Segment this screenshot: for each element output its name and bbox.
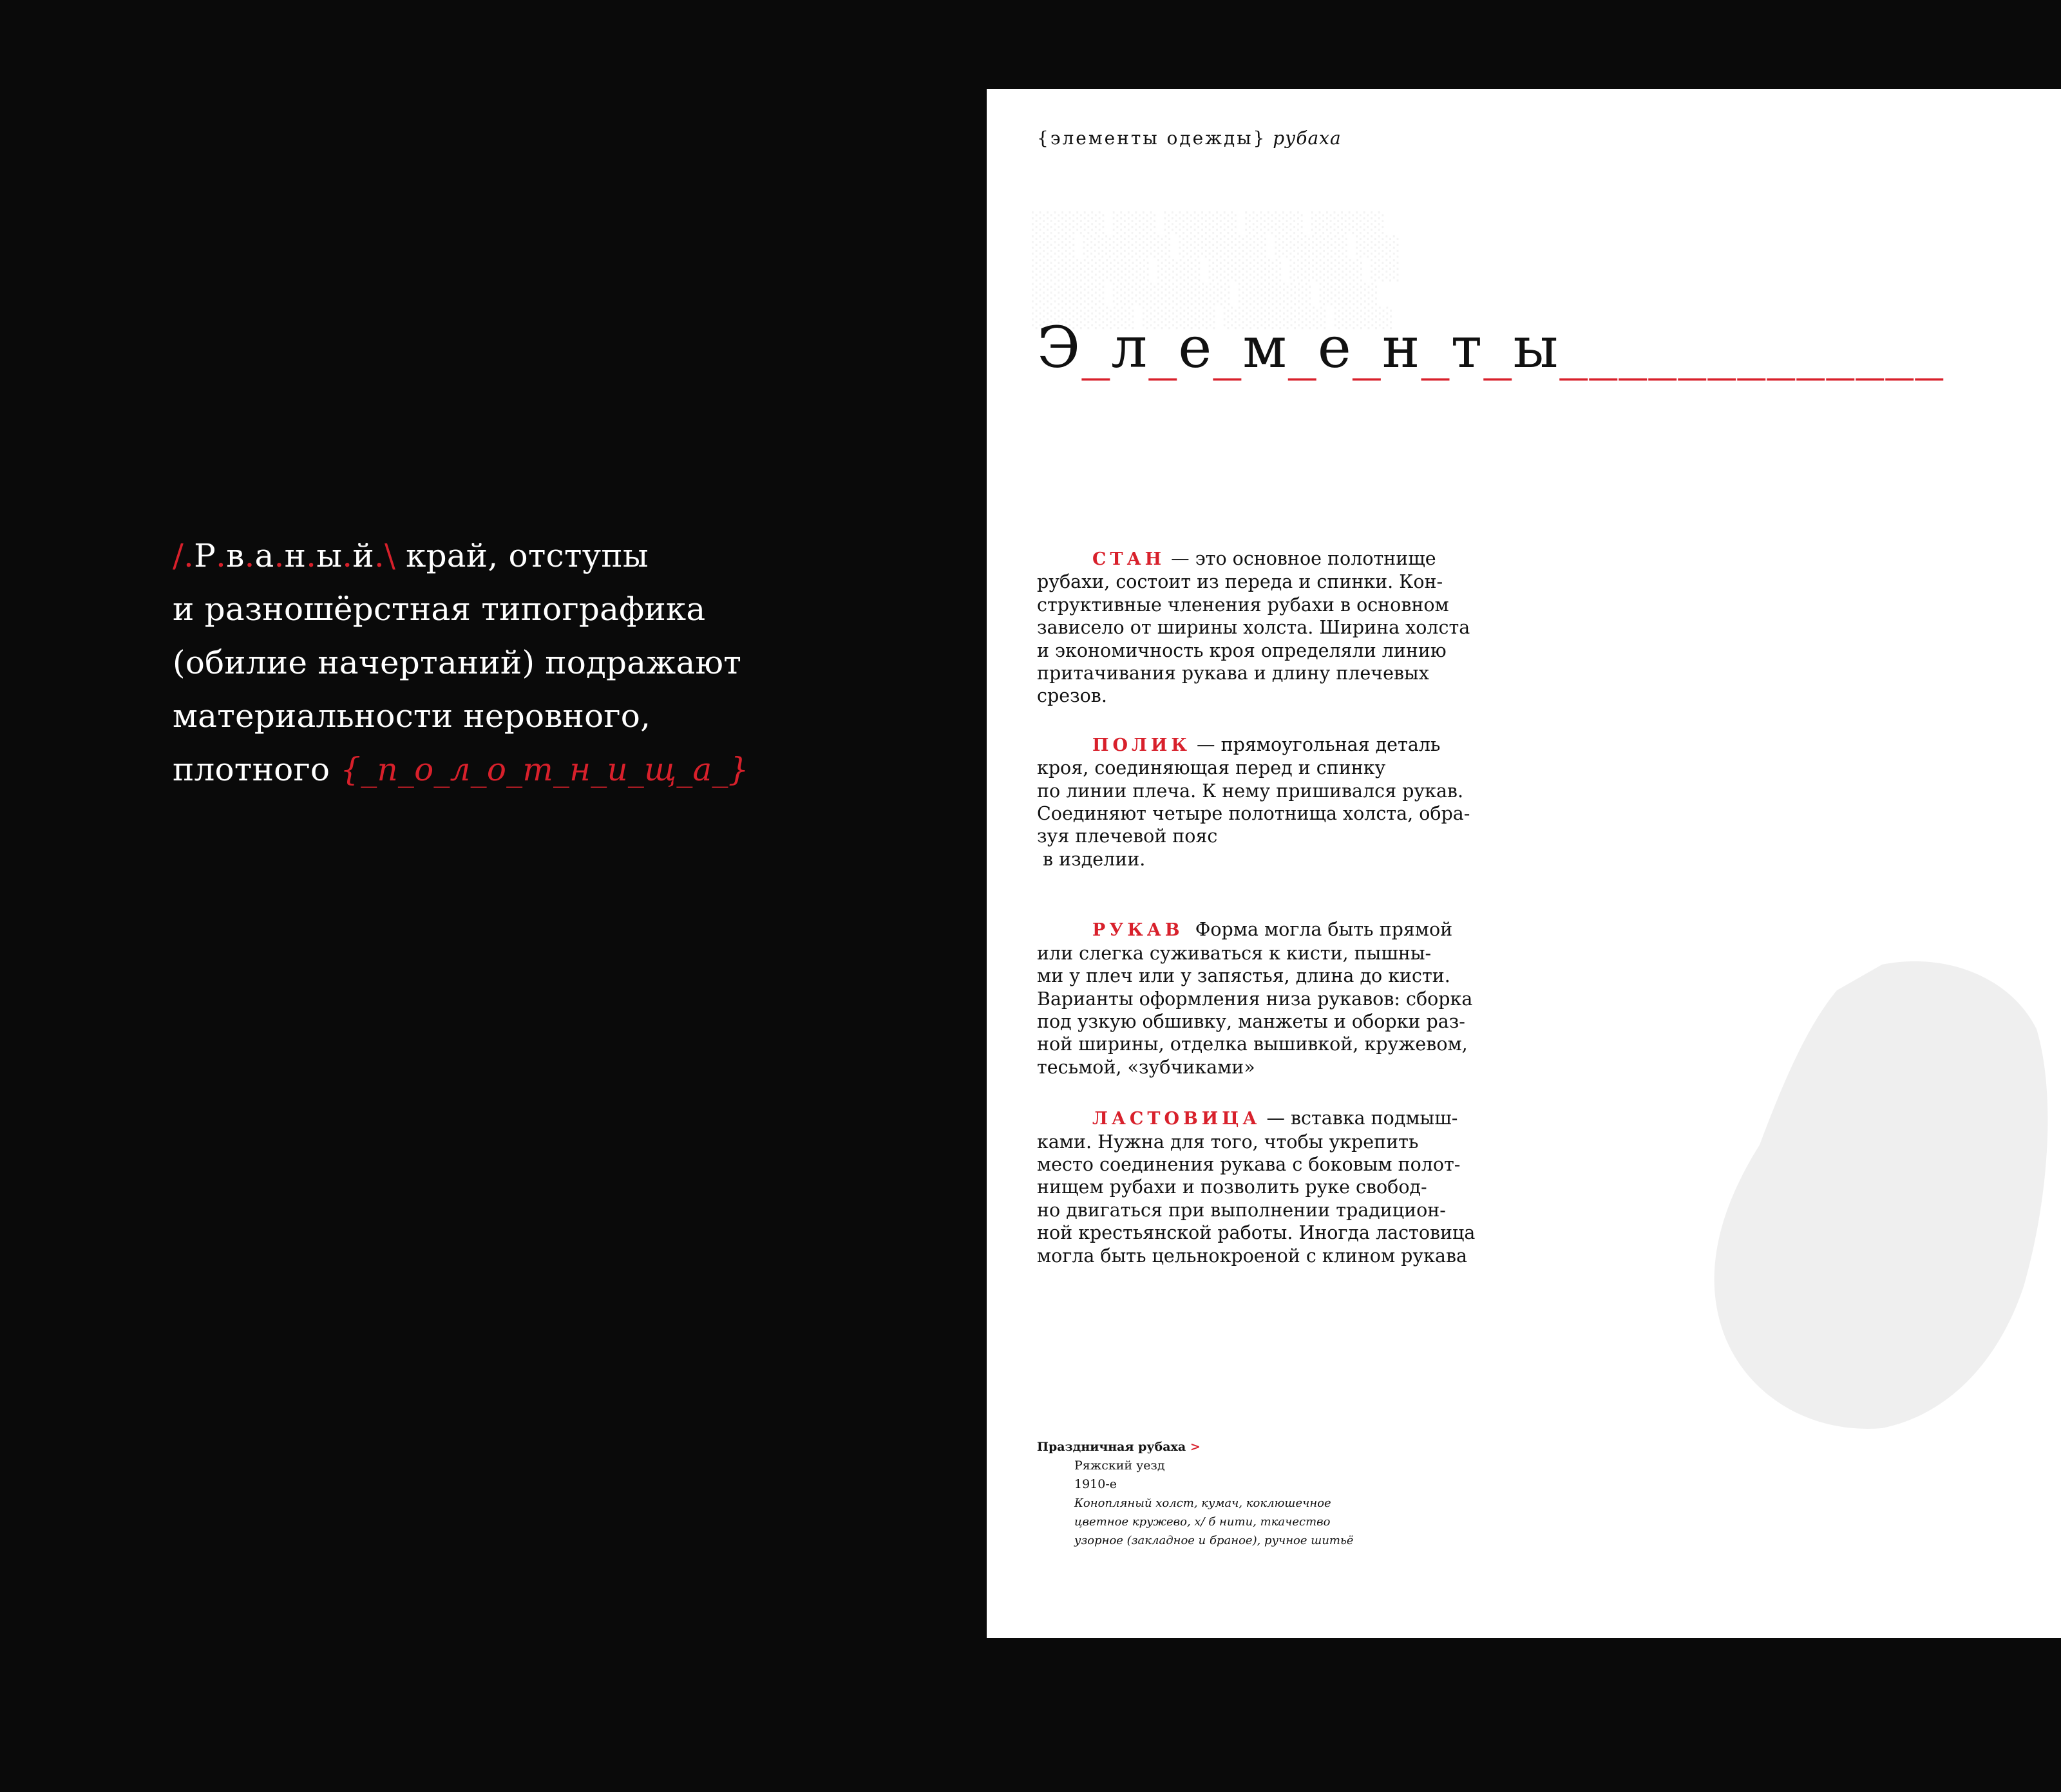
intro-line-4: материальности неровного, <box>173 697 651 735</box>
caption-date: 1910-е <box>1074 1477 1117 1491</box>
title-letter: т <box>1450 314 1484 381</box>
title-underline-tail: _____________ <box>1559 314 1945 381</box>
intro-line-5 <box>173 743 945 797</box>
term-rukav: РУКАВ <box>1092 920 1184 941</box>
page-spread <box>987 89 2061 1638</box>
page-header <box>1037 127 1342 149</box>
intro-line-3: (обилие начертаний) подражают <box>173 644 742 681</box>
intro-letter: а <box>254 537 274 574</box>
slash-close: \ <box>384 537 396 574</box>
intro-line-1-rest: край, отступы <box>395 537 649 574</box>
intro-line-1: /.Р.в.а.н.ы.й.\ край, отступы <box>173 537 649 574</box>
caption-place: Ряжский уезд <box>1074 1458 1165 1473</box>
term-lastovitsa: ЛАСТОВИЦА <box>1092 1109 1261 1129</box>
caption-arrow: > <box>1190 1440 1201 1454</box>
shirt-illustration <box>1611 926 2061 1441</box>
intro-letter: н <box>284 537 307 574</box>
header-topic: рубаха <box>1266 127 1342 149</box>
title-letter: ы <box>1513 314 1560 381</box>
article-body <box>1037 547 1488 1293</box>
image-caption <box>1037 1438 1353 1550</box>
caption-materials: узорное (закладное и браное), ручное шитьё <box>1074 1534 1354 1547</box>
intro-accent-word: {_п_о_л_о_т_н_и_щ_а_} <box>340 751 749 788</box>
header-category: {элементы одежды} <box>1037 127 1267 149</box>
title-letter: е <box>1317 314 1353 381</box>
slash-open: / <box>173 537 184 574</box>
page-title: Э_л_е_м_е_н_т_ы_____________ <box>1037 314 1945 381</box>
title-letter: л <box>1111 314 1149 381</box>
term-polik: ПОЛИК <box>1092 735 1191 755</box>
section-stan: СТАН — это основное полотнище рубахи, состоит из переда и спинки. Кон- структивные членения рубахи в основном зависело от ширины холста. Ширина холста и экономичность кроя определяли линию притачивания рукава и длину плечевых срезов. <box>1037 548 1470 707</box>
section-rukav: РУКАВ Форма могла быть прямой или слегка суживаться к кисти, пышны- ми у плеч или у запястья, длина до кисти. Варианты оформления низа рукавов: сборка под узкую обшивку, манжеты и оборки раз- ной ширины, отделка вышивкой, кружевом, тесьмой, «зубчиками» <box>1037 919 1473 1078</box>
title-letter: н <box>1382 314 1421 381</box>
title-letter: е <box>1178 314 1213 381</box>
intro-text <box>173 529 945 797</box>
intro-letter: в <box>226 537 245 574</box>
intro-line-5-start: плотного <box>173 751 341 788</box>
caption-materials: цветное кружево, х/ б нити, ткачество <box>1074 1515 1331 1529</box>
intro-letter: ы <box>316 537 343 574</box>
section-lastovitsa: ЛАСТОВИЦА — вставка подмыш- ками. Нужна для того, чтобы укрепить место соединения рукава с боковым полот- нищем рубахи и позволить руке свобод- но двигаться при выполнении традицион- ной крестьянской работы. Иногда ластовица могла быть цельнокроеной с клином рукава <box>1037 1108 1476 1267</box>
title-letter: м <box>1242 314 1288 381</box>
intro-letter: Р <box>194 537 216 574</box>
show-through-text <box>1032 211 1521 330</box>
caption-materials: Конопляный холст, кумач, коклюшечное <box>1074 1496 1331 1510</box>
section-polik: ПОЛИК — прямоугольная деталь кроя, соединяющая перед и спинку по линии плеча. К нему пришивался рукав. Соединяют четыре полотнища холста, обра- зуя плечевой пояс в изделии. <box>1037 733 1470 870</box>
term-stan: СТАН <box>1092 549 1166 569</box>
caption-title: Праздничная рубаха <box>1037 1440 1186 1454</box>
intro-line-2: и разношёрстная типографика <box>173 590 706 628</box>
intro-letter: й <box>352 537 374 574</box>
title-letter: Э <box>1037 314 1082 381</box>
